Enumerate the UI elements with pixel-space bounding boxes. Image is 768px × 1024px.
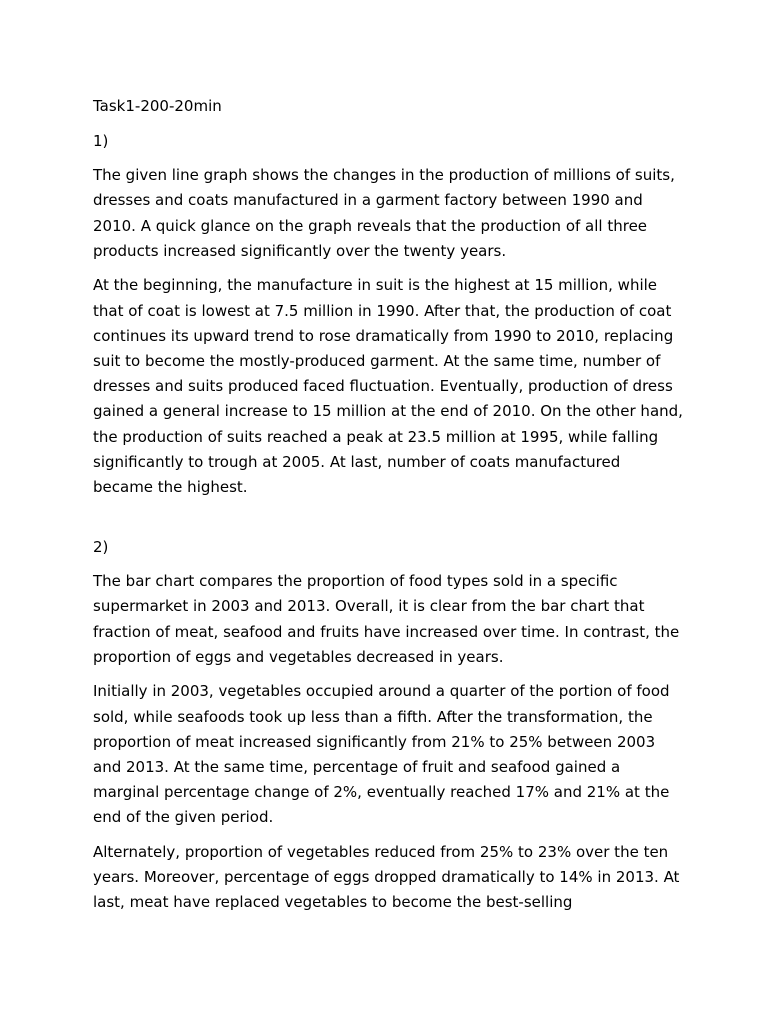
section-2-paragraph-1: The bar chart compares the proportion of food types sold in a specific supermarket in 2003 and 2013. Overall, it is clear from the bar chart that fraction of meat, seafood and fruits have increased over time. In contrast, the proportion of eggs and vegetables decreased in years.	[93, 572, 680, 666]
document-heading: Task1-200-20min	[93, 97, 222, 115]
section-1-number: 1)	[93, 131, 109, 150]
section-2-number: 2)	[93, 537, 109, 556]
section-2-paragraph-2: Initially in 2003, vegetables occupied around a quarter of the portion of food sold, while seafoods took up less than a fifth. After the transformation, the proportion of meat increased significantly from 21% to 25% between 2003 and 2013. At the same time, percentage of fruit and seafood gained a marginal percentage change of 2%, eventually reached 17% and 21% at the end of the given period.	[93, 682, 670, 827]
document-body	[93, 94, 683, 925]
section-1-paragraph-1: The given line graph shows the changes in the production of millions of suits, dresses and coats manufactured in a garment factory between 1990 and 2010. A quick glance on the graph reveals that the production of all three products increased significantly over the twenty years.	[93, 166, 675, 260]
blank-line	[93, 510, 683, 535]
section-2-paragraph-3: Alternately, proportion of vegetables reduced from 25% to 23% over the ten years. Moreover, percentage of eggs dropped dramatically to 14% in 2013. At last, meat have replaced vegetables to become the best-selling	[93, 843, 680, 912]
section-1-paragraph-2: At the beginning, the manufacture in suit is the highest at 15 million, while that of coat is lowest at 7.5 million in 1990. After that, the production of coat continues its upward trend to rose dramatically from 1990 to 2010, replacing suit to become the mostly-produced garment. At the same time, number of dresses and suits produced faced fluctuation. Eventually, production of dress gained a general increase to 15 million at the end of 2010. On the other hand, the production of suits reached a peak at 23.5 million at 1995, while falling significantly to trough at 2005. At last, number of coats manufactured became the highest.	[93, 276, 683, 497]
